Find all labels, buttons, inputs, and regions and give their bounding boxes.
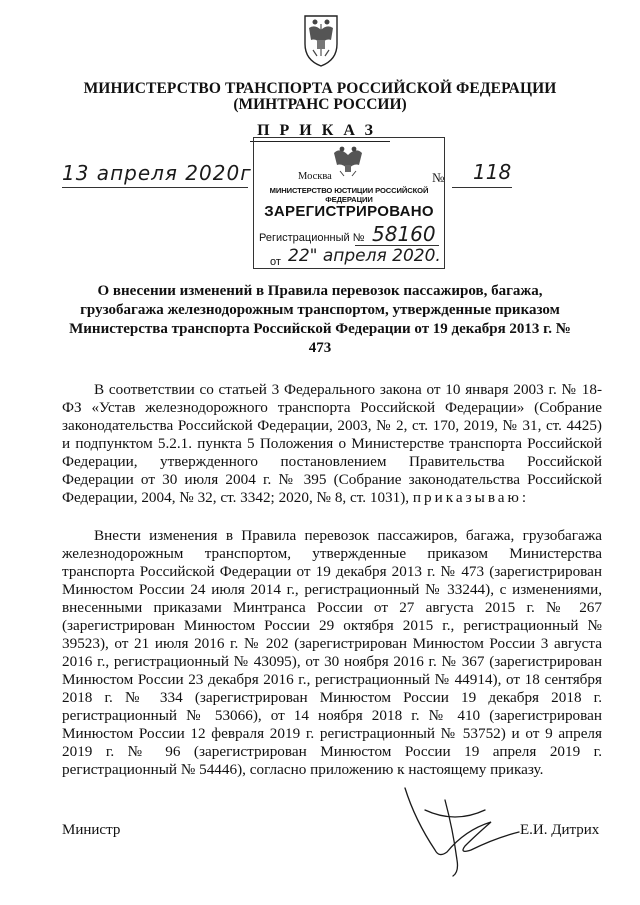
preamble-paragraph xyxy=(62,381,602,507)
stamp-ministry: МИНИСТЕРСТВО ЮСТИЦИИ РОССИЙСКОЙ ФЕДЕРАЦИИ xyxy=(269,186,429,204)
stamp-registered: ЗАРЕГИСТРИРОВАНО xyxy=(264,203,434,220)
order-number: 118 xyxy=(473,160,512,184)
order-subject: О внесении изменений в Правила перевозок пассажиров, багажа, грузобагажа железнодорожным транспортом, утвержденные приказом Министерства транспорта Российской Федерации от 19 декабря 2013 г. № 473 xyxy=(69,283,571,356)
date-underline xyxy=(62,187,248,188)
stamp-city: Москва xyxy=(298,171,332,182)
signer-name: Е.И. Дитрих xyxy=(520,822,600,838)
stamp-reg-number: 58160 xyxy=(372,222,436,246)
order-paragraph: Внести изменения в Правила перевозок пассажиров, багажа, грузобагажа железнодорожным транспортом, утвержденные приказом Министерства транспорта Российской Федерации от 19 декабря 2013 г. № 473 (зарегистрирован Минюстом России 24 июля 2014 г., регистрационный № 33244), с изменениями, внесенными приказами Минтранса России от 27 августа 2015 г. № 267 (зарегистрирован Минюстом России 29 октября 2015 г., регистрационный № 39523), от 21 июля 2016 г. № 202 (зарегистрирован Минюстом России 3 августа 2016 г., регистрационный № 43095), от 30 ноября 2016 г. № 367 (зарегистрирован Минюстом России 23 декабря 2016 г., регистрационный № 44914), от 18 сентября 2018 г. № 334 (зарегистрирован Минюстом России 19 декабря 2018 г. регистрационный № 53066), от 14 ноября 2018 г. № 410 (зарегистрирован Минюстом России 12 февраля 2019 г. регистрационный № 53752) и от 9 апреля 2019 г. № 96 (зарегистрирован Минюстом России 19 апреля 2019 г. регистрационный № 54446), согласно приложению к настоящему приказу. xyxy=(62,527,602,778)
preamble-text: В соответствии со статьей 3 Федерального закона от 10 января 2003 г. № 18-ФЗ «Устав железнодорожного транспорта Российской Федерации» (Собрание законодательства Российской Федерации, 2003, № 2, ст. 170, 2019, № 31, ст. 4425) и подпунктом 5.2.1. пункта 5 Положения о Министерстве транспорта Российской Федерации, утвержденного постановлением Правительства Российской Федерации от 30 июля 2004 г. № 395 (Собрание законодательства Российской Федерации, 2004, № 32, ст. 3342; 2020, № 8, ст. 1031), xyxy=(62,381,602,506)
document-type: ПРИКАЗ xyxy=(250,122,390,142)
ministry-name: МИНИСТЕРСТВО ТРАНСПОРТА РОССИЙСКОЙ ФЕДЕРАЦИИ xyxy=(83,80,557,97)
handwritten-signature xyxy=(395,780,530,880)
stamp-from-date: 22" апреля 2020. xyxy=(288,246,441,266)
order-date: 13 апреля 2020г xyxy=(62,161,252,185)
stamp-reg-label: Регистрационный № xyxy=(259,232,365,244)
ministry-short-name: (МИНТРАНС РОССИИ) xyxy=(233,96,407,113)
order-keyword: приказываю: xyxy=(412,489,530,506)
coat-of-arms-icon xyxy=(301,10,341,70)
stamp-eagle-icon xyxy=(330,143,366,177)
stamp-from-label: от xyxy=(270,256,281,268)
signer-title: Министр xyxy=(62,822,121,838)
number-sign: № xyxy=(432,170,445,185)
number-underline xyxy=(452,187,512,188)
